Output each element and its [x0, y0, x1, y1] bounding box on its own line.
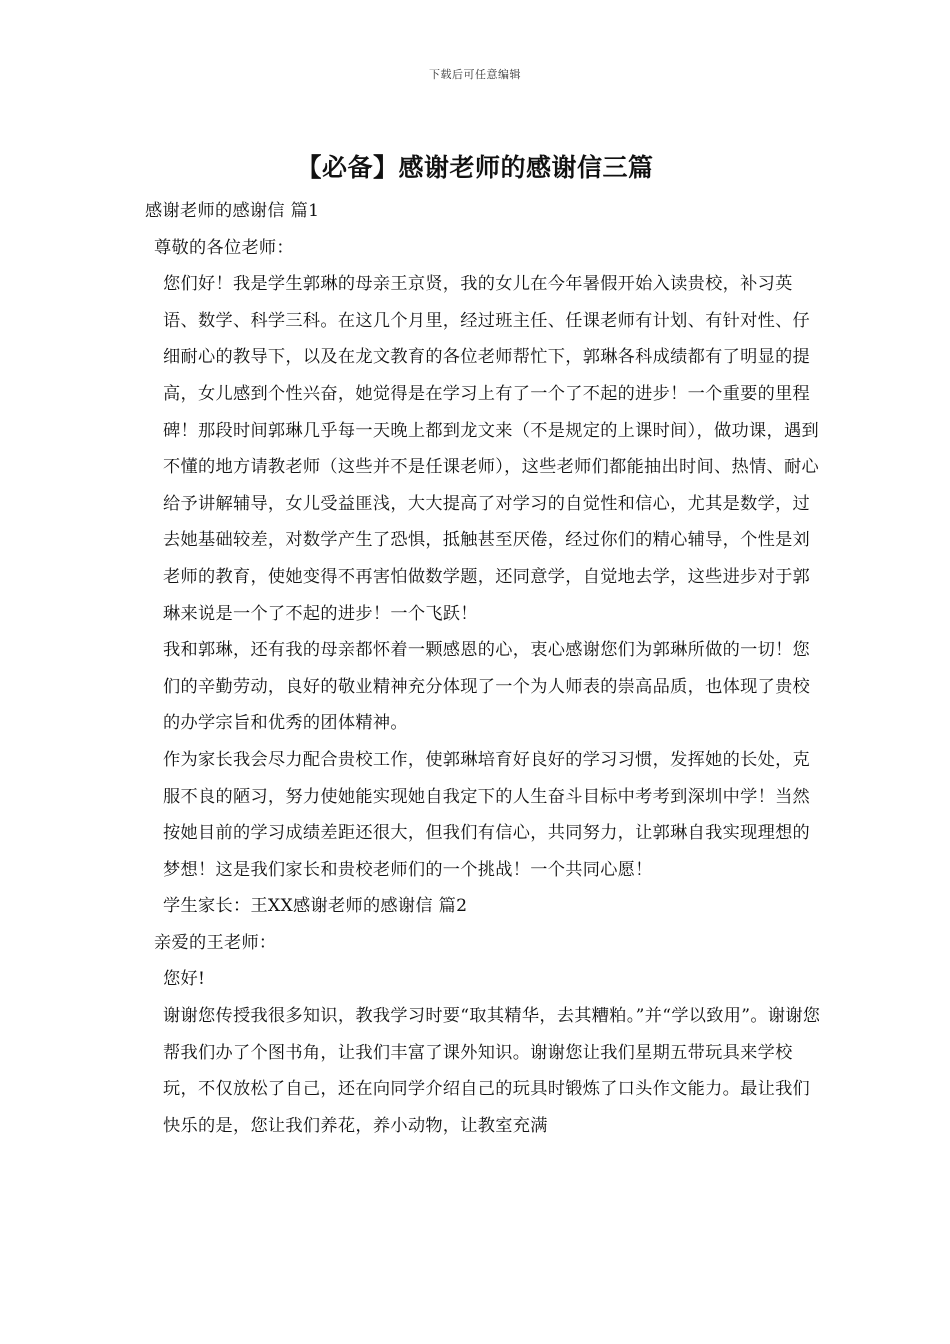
section-heading-1: 感谢老师的感谢信 篇1	[145, 201, 320, 221]
paragraph: 我和郭琳，还有我的母亲都怀着一颗感恩的心，衷心感谢您们为郭琳所做的一切！您们的辛勤劳动，良好的敬业精神充分体现了一个为人师表的崇高品质，也体现了贵校的办学宗旨和优秀的团体精神。	[163, 640, 811, 734]
paragraph: 谢谢您传授我很多知识，教我学习时要“取其精华，去其糟粕。”并“学以致用”。谢谢您帮我们办了个图书角，让我们丰富了课外知识。谢谢您让我们星期五带玩具来学校玩，不仅放松了自己，还在向同学介绍自己的玩具时锻炼了口头作文能力。最让我们快乐的是，您让我们养花，养小动物，让教室充满	[163, 1006, 821, 1136]
document-title: 【必备】感谢老师的感谢信三篇	[296, 153, 654, 182]
salutation-2: 亲爱的王老师：	[154, 932, 277, 953]
salutation-1: 尊敬的各位老师：	[154, 237, 294, 258]
page-header-note: 下载后可任意编辑	[429, 68, 521, 81]
paragraph: 您们好！我是学生郭琳的母亲王京贤，我的女儿在今年暑假开始入读贵校，补习英语、数学、科学三科。在这几个月里，经过班主任、任课老师有计划、有针对性、仔细耐心的教导下，以及在龙文教育的各位老师帮忙下，郭琳各科成绩都有了明显的提高，女儿感到个性兴奋，她觉得是在学习上有了一个了不起的进步！一个重要的里程碑！那段时间郭琳几乎每一天晚上都到龙文来（不是规定的上课时间），做功课，遇到不懂的地方请教老师（这些并不是任课老师），这些老师们都能抽出时间、热情、耐心给予讲解辅导，女儿受益匪浅，大大提高了对学习的自觉性和信心，尤其是数学，过去她基础较差，对数学产生了恐惧，抵触甚至厌倦，经过你们的精心辅导，个性是刘老师的教育，使她变得不再害怕做数学题，还同意学，自觉地去学，这些进步对于郭琳来说是一个了不起的进步！一个飞跃！	[163, 274, 819, 624]
paragraph: 作为家长我会尽力配合贵校工作，使郭琳培育好良好的学习习惯，发挥她的长处，克服不良的陋习，努力使她能实现她自我定下的人生奋斗目标中考考到深圳中学！当然按她目前的学习成绩差距还很大，但我们有信心，共同努力，让郭琳自我实现理想的梦想！这是我们家长和贵校老师们的一个挑战！一个共同心愿！	[163, 749, 811, 880]
document-body	[145, 193, 825, 1144]
greeting: 您好!	[163, 969, 206, 990]
signature-and-section-heading-2: 学生家长：王XX感谢老师的感谢信 篇2	[163, 896, 468, 917]
